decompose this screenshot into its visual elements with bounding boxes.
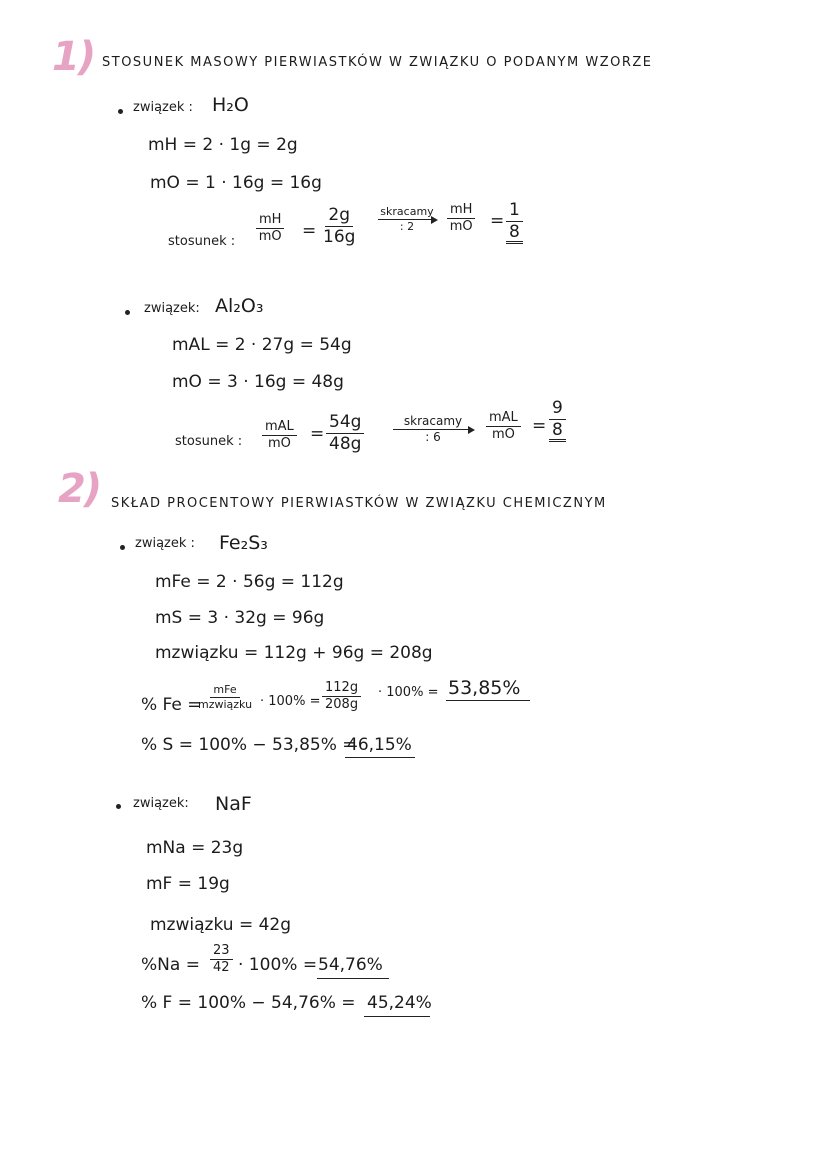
percent-label: % Fe =	[141, 695, 202, 715]
fraction-denominator: 42	[213, 960, 230, 976]
calc-line: mNa = 23g	[146, 838, 244, 858]
fraction-numerator: 112g	[322, 681, 361, 697]
arrow-divisor: : 2	[399, 220, 415, 234]
fraction-numerator: mFe	[210, 684, 239, 698]
fraction-denominator: 8	[509, 221, 520, 242]
arrow-label: skracamy	[403, 414, 463, 428]
fraction-numerator: 23	[210, 944, 233, 960]
result-value: 46,15%	[347, 735, 412, 755]
fraction-denominator: mO	[449, 219, 473, 235]
section-number-1: 1)	[52, 34, 95, 80]
percent-label: %Na =	[141, 955, 200, 975]
calc-line: mS = 3 · 32g = 96g	[155, 608, 325, 628]
calc-line: mO = 3 · 16g = 48g	[172, 372, 344, 392]
calc-line: mFe = 2 · 56g = 112g	[155, 572, 344, 592]
reduce-arrow	[393, 415, 473, 444]
calc-line: mF = 19g	[146, 874, 230, 894]
fraction-denominator: mO	[491, 427, 515, 443]
fraction-denominator: mO	[258, 229, 282, 245]
calc-line: mAL = 2 · 27g = 54g	[172, 335, 352, 355]
fraction	[486, 411, 521, 443]
fraction	[256, 213, 284, 245]
fraction-denominator: mzwiązku	[198, 698, 253, 712]
fraction-numerator: mH	[256, 213, 284, 229]
compound-label: związek :	[135, 536, 195, 551]
fraction	[198, 684, 252, 711]
arrow-divisor: : 6	[425, 430, 441, 445]
section-title-2: SKŁAD PROCENTOWY PIERWIASTKÓW W ZWIĄZKU CHEMICZNYM	[111, 496, 607, 511]
result-underline	[317, 978, 389, 979]
compound-label: związek:	[133, 796, 189, 811]
calc-line: mzwiązku = 112g + 96g = 208g	[155, 643, 433, 663]
fraction-denominator: 8	[552, 419, 563, 440]
calc-text: · 100% =	[238, 955, 318, 975]
ratio-label: stosunek :	[168, 234, 236, 249]
fraction-numerator: 2g	[325, 206, 353, 227]
bullet	[125, 310, 130, 315]
result-underline	[364, 1016, 430, 1017]
fraction-numerator: mAL	[262, 420, 297, 436]
ratio-label: stosunek :	[175, 434, 243, 449]
fraction	[322, 681, 361, 713]
section-number-2: 2)	[58, 466, 101, 512]
arrow-line	[378, 219, 436, 220]
bullet	[118, 109, 123, 114]
fraction-denominator: 48g	[329, 433, 362, 454]
compound-label: związek:	[144, 301, 200, 316]
fraction-denominator: mO	[267, 436, 291, 452]
bullet	[116, 804, 121, 809]
equals-sign: =	[532, 416, 547, 436]
calc-line: mzwiązku = 42g	[150, 915, 292, 935]
compound-formula: Fe₂S₃	[219, 532, 268, 554]
compound-label: związek :	[133, 100, 193, 115]
fraction-numerator: 9	[549, 399, 566, 420]
result-value: 45,24%	[367, 993, 432, 1013]
calc-text: · 100% =	[378, 685, 439, 700]
section-title-1: STOSUNEK MASOWY PIERWIASTKÓW W ZWIĄZKU O PODANYM WZORZE	[102, 55, 653, 70]
bullet	[120, 545, 125, 550]
fraction-numerator: 1	[506, 201, 523, 222]
reduce-arrow	[378, 206, 436, 233]
result-underline	[345, 757, 415, 758]
result-fraction	[549, 399, 566, 442]
calc-line: mH = 2 · 1g = 2g	[148, 135, 298, 155]
result-value: 54,76%	[318, 955, 383, 975]
fraction	[210, 944, 233, 976]
result-fraction	[506, 201, 523, 244]
arrow-label: skracamy	[380, 205, 434, 218]
equals-sign: =	[310, 424, 325, 444]
fraction	[323, 206, 355, 246]
fraction-denominator: 16g	[323, 226, 356, 247]
fraction	[326, 413, 364, 453]
fraction-numerator: 54g	[326, 413, 364, 434]
fraction	[262, 420, 297, 452]
calc-line: mO = 1 · 16g = 16g	[150, 173, 322, 193]
calc-line: % S = 100% − 53,85% =	[141, 735, 357, 755]
compound-formula: NaF	[215, 793, 252, 815]
fraction-denominator: 208g	[325, 697, 359, 713]
fraction-numerator: mH	[447, 203, 475, 219]
calc-text: · 100% =	[260, 694, 321, 709]
compound-formula: H₂O	[212, 94, 249, 116]
fraction-numerator: mAL	[486, 411, 521, 427]
fraction	[447, 203, 475, 235]
calc-line: % F = 100% − 54,76% =	[141, 993, 356, 1013]
equals-sign: =	[302, 221, 317, 241]
result-underline	[446, 700, 530, 701]
arrow-line	[393, 429, 473, 430]
equals-sign: =	[490, 211, 505, 231]
result-value: 53,85%	[448, 677, 521, 699]
compound-formula: Al₂O₃	[215, 295, 264, 317]
